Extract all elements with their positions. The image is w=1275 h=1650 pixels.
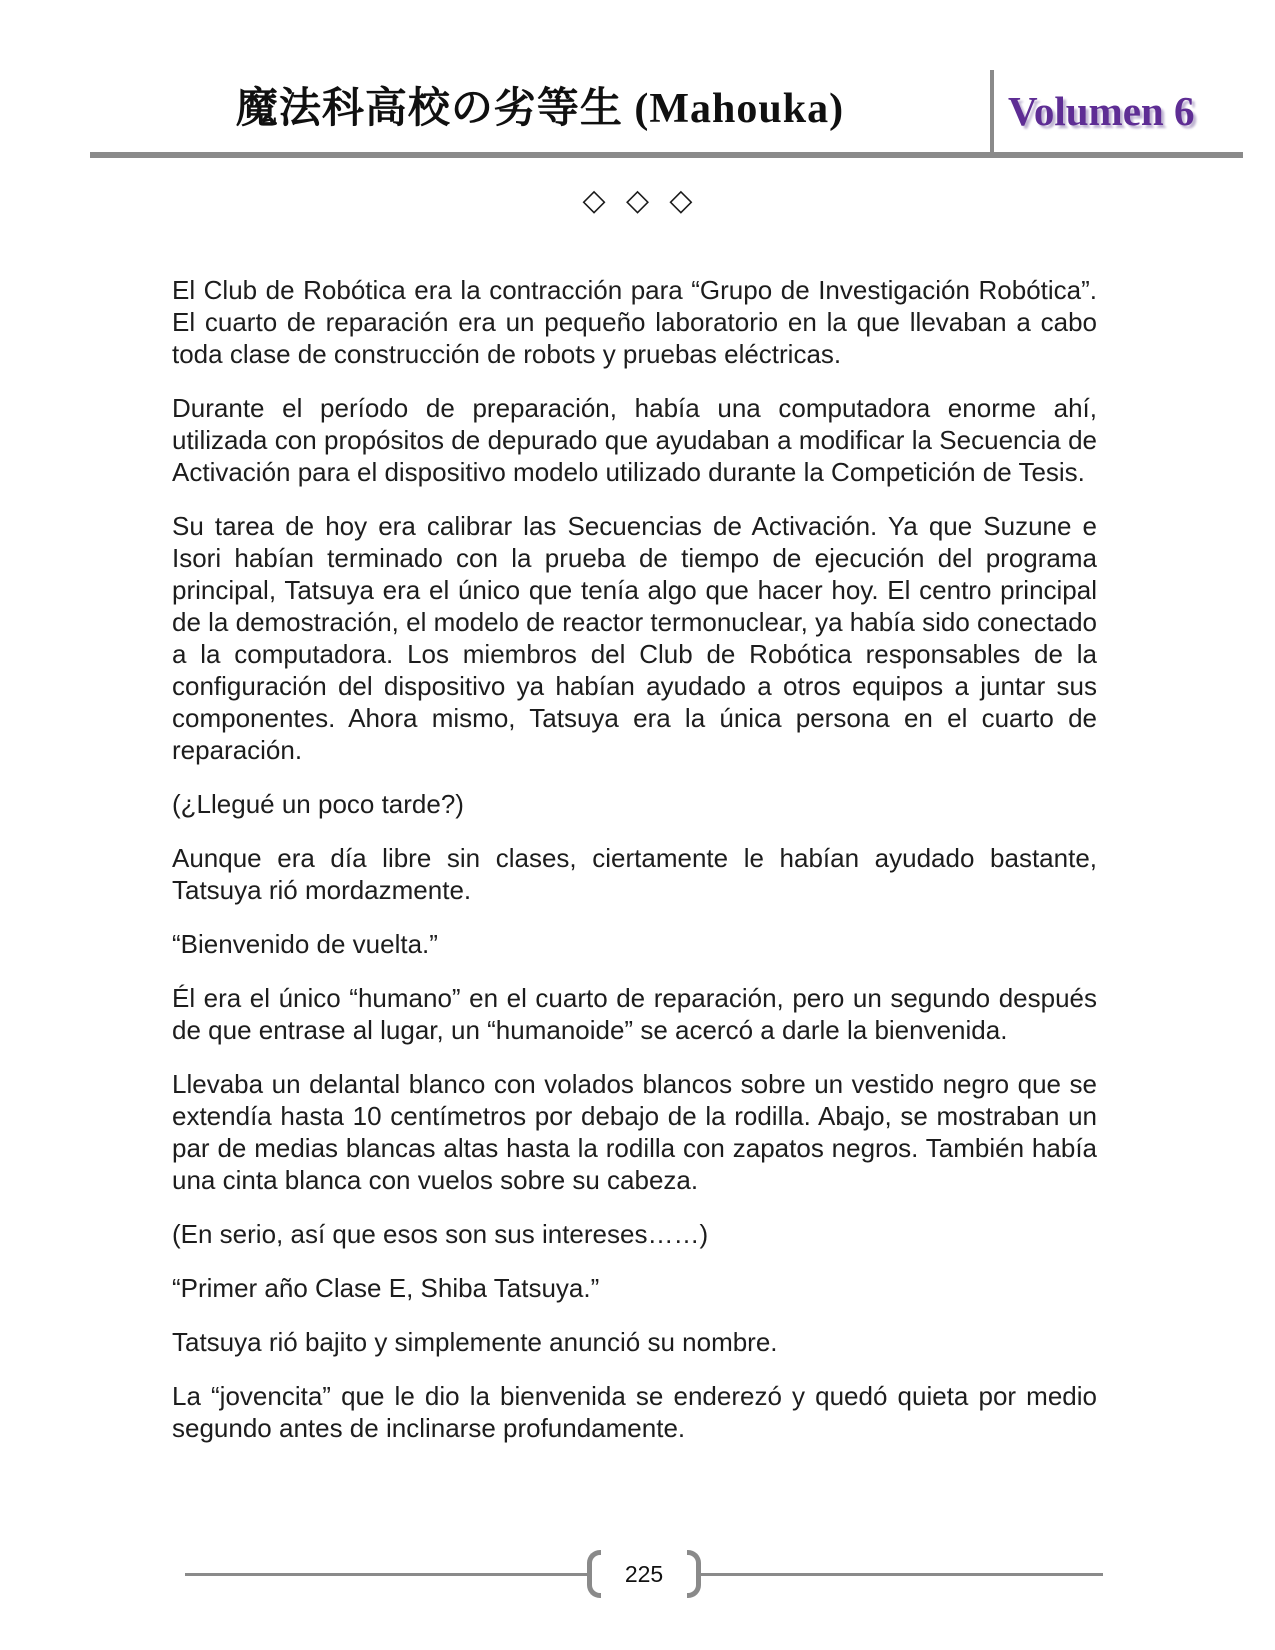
volume-label: Volumen 6 xyxy=(1008,88,1195,134)
header-row xyxy=(90,58,1243,152)
paragraph: Él era el único “humano” en el cuarto de reparación, pero un segundo después de que entrase al lugar, un “humanoide” se acercó a darle la bienvenida. xyxy=(172,983,1097,1045)
paragraph: Tatsuya rió bajito y simplemente anunció su nombre. xyxy=(172,1327,778,1357)
header-rule-divider xyxy=(90,152,1243,158)
volume-box xyxy=(990,70,1243,152)
page-header xyxy=(0,58,1275,158)
page-number: 225 xyxy=(624,1560,664,1587)
scene-break-diamonds-icon: ◇ ◇ ◇ xyxy=(582,184,693,217)
paragraph: “Bienvenido de vuelta.” xyxy=(172,929,438,959)
paragraph: (En serio, así que esos son sus intereses……) xyxy=(172,1219,709,1249)
paragraph: El Club de Robótica era la contracción para “Grupo de Investigación Robótica”. El cuarto de reparación era un pequeño laboratorio en la que llevaban a cabo toda clase de construcción de robots y pruebas eléctricas. xyxy=(172,275,1097,369)
paragraph: Su tarea de hoy era calibrar las Secuencias de Activación. Ya que Suzune e Isori habían terminado con la prueba de tiempo de ejecución del programa principal, Tatsuya era el único que tenía algo que hacer hoy. El centro principal de la demostración, el modelo de reactor termonuclear, ya había sido conectado a la computadora. Los miembros del Club de Robótica responsables de la configuración del dispositivo ya habían ayudado a otros equipos a juntar sus componentes. Ahora mismo, Tatsuya era la única persona en el cuarto de reparación. xyxy=(172,511,1097,765)
paragraph: Durante el período de preparación, había una computadora enorme ahí, utilizada con propósitos de depurado que ayudaban a modificar la Secuencia de Activación para el dispositivo modelo utilizado durante la Competición de Tesis. xyxy=(172,393,1097,487)
paragraph: “Primer año Clase E, Shiba Tatsuya.” xyxy=(172,1273,600,1303)
body-text xyxy=(172,274,1097,1444)
paragraph: La “jovencita” que le dio la bienvenida se enderezó y quedó quieta por medio segundo antes de inclinarse profundamente. xyxy=(172,1381,1097,1443)
page-number-bracket-right-icon xyxy=(687,1550,701,1598)
page-title: 魔法科高校の劣等生 (Mahouka) xyxy=(235,86,845,132)
paragraph: (¿Llegué un poco tarde?) xyxy=(172,789,464,819)
page-number-bracket-left-icon xyxy=(587,1550,601,1598)
footer-rule-left xyxy=(185,1573,587,1576)
footer-rule-right xyxy=(701,1573,1103,1576)
page-footer xyxy=(185,1548,1103,1600)
paragraph: Aunque era día libre sin clases, ciertamente le habían ayudado bastante, Tatsuya rió mordazmente. xyxy=(172,843,1097,905)
paragraph: Llevaba un delantal blanco con volados blancos sobre un vestido negro que se extendía hasta 10 centímetros por debajo de la rodilla. Abajo, se mostraban un par de medias blancas altas hasta la rodilla con zapatos negros. También había una cinta blanca con vuelos sobre su cabeza. xyxy=(172,1069,1097,1195)
header-title-zone xyxy=(90,58,990,152)
